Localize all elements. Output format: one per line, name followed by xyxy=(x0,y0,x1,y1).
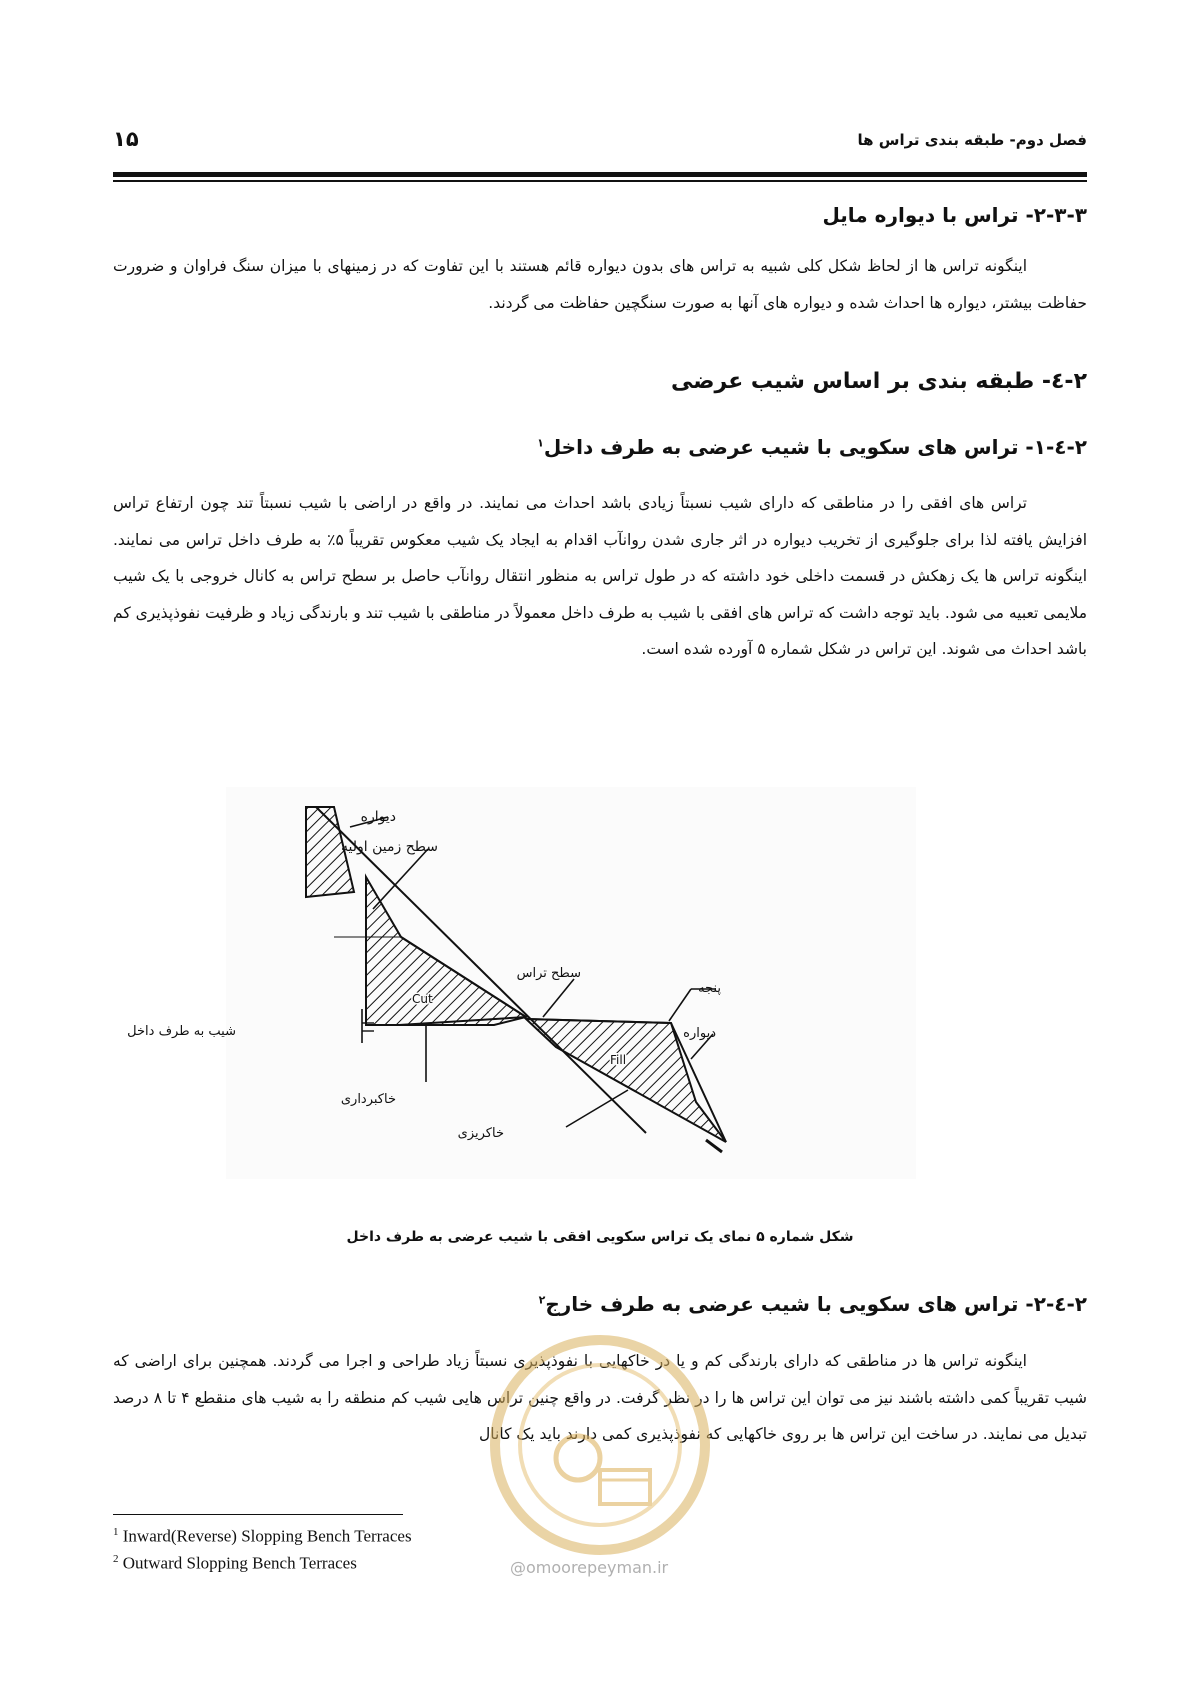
header-rule-thick xyxy=(113,172,1087,177)
paragraph-text: تراس های افقی را در مناطقی که دارای شیب نسبتاً زیادی باشد احداث می نمایند. در واقع در اراضی با شیب نسبتاً تند چون ارتفاع تراس افزایش یافته لذا برای جلوگیری از تخریب دیواره در اثر جاری شدن روانآب اقدام به ایجاد یک شیب معکوس تقریباً ۵٪ به طرف داخل تراس می نمایند. اینگونه تراس ها یک زهکش در قسمت داخلی خود داشته که در طول تراس به منظور انتقال روانآب حاصل بر سطح تراس به کانال خروجی با یک شیب ملایمی تعبیه می شود. باید توجه داشت که تراس های افقی با شیب به طرف داخل معمولاً در مناطقی با شیب تند و بارندگی زیاد و ظرفیت نفوذپذیری کم باشد احداث می شوند. این تراس در شکل شماره ۵ آورده شده است. xyxy=(113,494,1088,659)
label-terrace-surface: سطح تراس xyxy=(516,966,581,981)
footnote-text: Outward Slopping Bench Terraces xyxy=(122,1553,357,1573)
label-inward-slope: شیب به طرف داخل xyxy=(127,1024,236,1039)
footnote-2 xyxy=(113,1548,412,1575)
section-heading-2-3-3: ۲-۳-۳- تراس با دیواره مایل xyxy=(822,203,1087,227)
running-header-chapter: فصل دوم- طبقه بندی تراس ها xyxy=(857,131,1087,149)
footnote-ref-1: ۱ xyxy=(537,436,544,450)
header-rule-thin xyxy=(113,180,1087,182)
footnote-mark: 2 xyxy=(113,1552,119,1565)
footnote-1 xyxy=(113,1521,412,1548)
heading-text: ۲-٤-۲- تراس های سکویی با شیب عرضی به طرف خارج xyxy=(545,1292,1087,1316)
label-excavation: خاکبرداری xyxy=(340,1092,396,1107)
label-fill: Fill xyxy=(610,1053,627,1067)
label-wall-bottom: دیواره xyxy=(683,1026,716,1041)
section-heading-2-4: ۲-٤- طبقه بندی بر اساس شیب عرضی xyxy=(671,369,1087,394)
section-heading-2-4-1 xyxy=(537,435,1087,459)
terrace-cross-section-figure xyxy=(127,787,916,1179)
paragraph-text: اینگونه تراس ها در مناطقی که دارای بارندگی کم و یا در خاکهایی با نفوذپذیری نسبتاً زیاد طراحی و اجرا می گردند. همچنین برای اراضی که شیب تقریباً کمی داشته باشند نیز می توان این تراس ها را در نظر گرفت. در واقع چنین تراس هایی شیب کم منطقه را به شیب های منقطع ۴ تا ۸ درصد تبدیل می نمایند. در ساخت این تراس ها بر روی خاکهایی که نفوذپذیری کمی دارند باید یک کانال xyxy=(113,1352,1087,1444)
footnotes xyxy=(113,1521,412,1574)
seal-outer-ring xyxy=(495,1340,705,1550)
footnote-text: Inward(Reverse) Slopping Bench Terraces xyxy=(122,1526,412,1546)
paragraph-text: اینگونه تراس ها از لحاظ شکل کلی شبیه به تراس های بدون دیواره قائم هستند با این تفاوت که در زمینهای با میزان سنگ فراوان و ضرورت حفاظت بیشتر، دیواره ها احداث شده و دیواره های آنها به صورت سنگچین حفاظت می گردند. xyxy=(113,257,1087,312)
footnote-mark: 1 xyxy=(113,1526,119,1538)
seal-gear-icon xyxy=(556,1436,600,1480)
footnote-separator xyxy=(113,1514,403,1515)
publisher-seal-watermark xyxy=(480,1330,720,1560)
watermark-site: @omoorepeyman.ir xyxy=(510,1558,669,1577)
section-heading-2-4-2 xyxy=(539,1292,1087,1316)
figure-caption: شکل شماره ۵ نمای یک تراس سکویی افقی با شیب عرضی به طرف داخل xyxy=(346,1229,854,1245)
label-toe: پنجه xyxy=(698,981,721,996)
page-number: ۱۵ xyxy=(113,127,139,151)
label-original-ground: سطح زمین اولیه xyxy=(341,839,438,855)
seal-building-icon xyxy=(600,1470,650,1504)
section-paragraph-2-3-3 xyxy=(113,248,1087,321)
label-cut: Cut xyxy=(412,992,433,1006)
label-embankment: خاکریزی xyxy=(457,1126,504,1141)
label-wall-top: دیواره xyxy=(360,809,396,825)
footnote-ref-2: ۲ xyxy=(538,1293,546,1307)
heading-text: ۲-٤-۱- تراس های سکویی با شیب عرضی به طرف داخل xyxy=(543,435,1087,459)
section-paragraph-2-4-1 xyxy=(113,485,1087,668)
